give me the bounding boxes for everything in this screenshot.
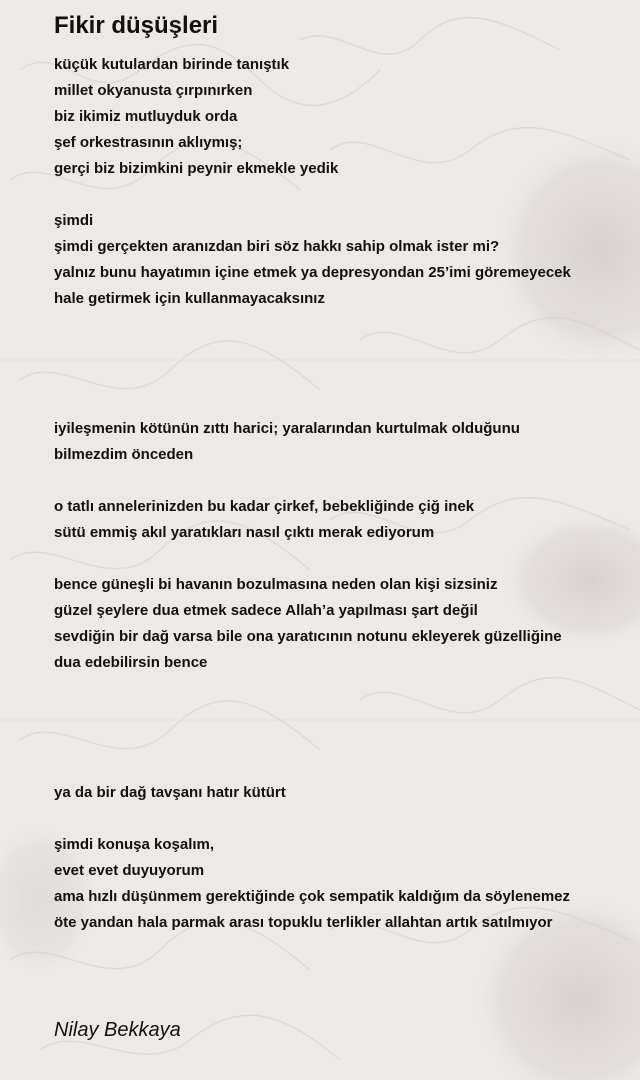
stanza [54,832,624,936]
poem-body [54,52,624,936]
poem-line: sevdiğin bir dağ varsa bile ona yaratıcının notunu ekleyerek güzelliğine [54,628,562,645]
poem-line: evet evet duyuyorum [54,862,205,879]
poem-line: şimdi [54,212,94,229]
section-gap [54,676,624,780]
poem-line: yalnız bunu hayatımın içine etmek ya depresyondan 25’imi göremeyecek [54,264,571,281]
poem-title: Fikir düşüşleri [54,12,219,39]
author-name: Nilay Bekkaya [54,1019,181,1041]
stanza-gap [54,182,624,208]
poem-line: sütü emmiş akıl yaratıkları nasıl çıktı merak ediyorum [54,524,435,541]
poem-line: hale getirmek için kullanmayacaksınız [54,290,325,307]
poem-line: o tatlı annelerinizden bu kadar çirkef, bebekliğinde çiğ inek [54,498,475,515]
poem-line: şimdi gerçekten aranızdan biri söz hakkı sahip olmak ister mi? [54,238,500,255]
poem-line: öte yandan hala parmak arası topuklu terlikler allahtan artık satılmıyor [54,914,553,931]
poem-line: biz ikimiz mutluyduk orda [54,108,238,125]
poem-line: bilmezdim önceden [54,446,194,463]
stanza-gap [54,468,624,494]
stanza [54,780,624,806]
stanza-gap [54,806,624,832]
stanza [54,208,624,312]
stanza [54,572,624,676]
poem-line: küçük kutulardan birinde tanıştık [54,56,290,73]
poem-line: millet okyanusta çırpınırken [54,82,253,99]
poem-line: ya da bir dağ tavşanı hatır kütürt [54,784,286,801]
poem-line: dua edebilirsin bence [54,654,208,671]
stanza-gap [54,546,624,572]
poem-line: iyileşmenin kötünün zıttı harici; yaralarından kurtulmak olduğunu [54,420,520,437]
poem-line: güzel şeylere dua etmek sadece Allah’a yapılması şart değil [54,602,478,619]
poem-line: şef orkestrasının aklıymış; [54,134,243,151]
poem-line: ama hızlı düşünmem gerektiğinde çok sempatik kaldığım da söylenemez [54,888,570,905]
poem-line: şimdi konuşa koşalım, [54,836,215,853]
poem-line: gerçi biz bizimkini peynir ekmekle yedik [54,160,339,177]
section-gap [54,312,624,416]
stanza [54,416,624,468]
stanza [54,52,624,182]
poem-line: bence güneşli bi havanın bozulmasına neden olan kişi sizsiniz [54,576,498,593]
stanza [54,494,624,546]
